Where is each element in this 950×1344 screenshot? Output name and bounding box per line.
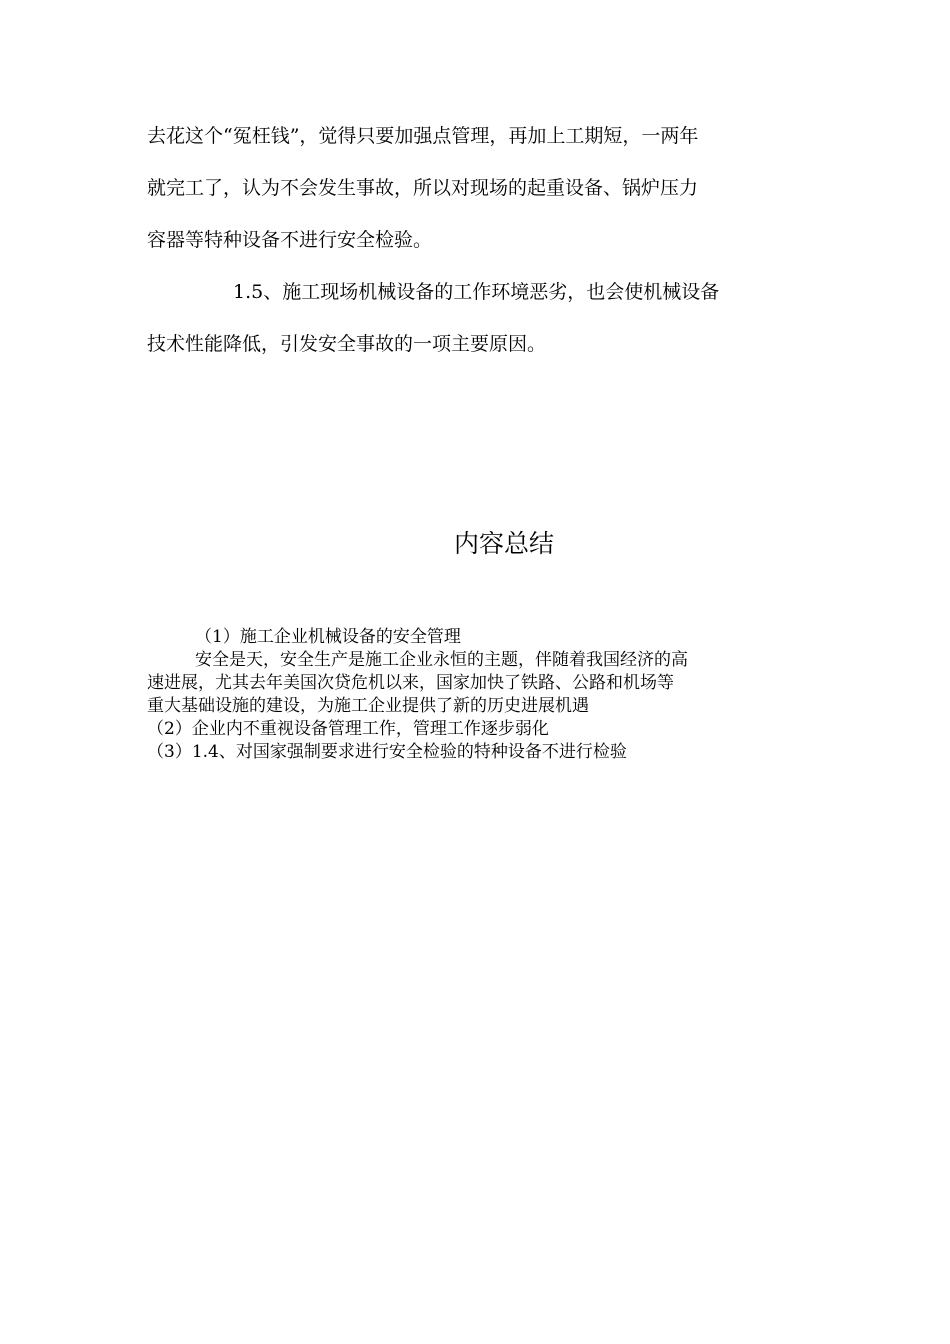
body-paragraph-1 <box>147 110 807 266</box>
summary-line: 速进展，尤其去年美国次贷危机以来，国家加快了铁路、公路和机场等 <box>147 673 674 693</box>
paragraph-line: 就完工了，认为不会发生事故，所以对现场的起重设备、锅炉压力 <box>147 177 699 199</box>
summary-line: （1）施工企业机械设备的安全管理 <box>195 627 461 647</box>
paragraph-line: 去花这个“冤枉钱”，觉得只要加强点管理，再加上工期短，一两年 <box>147 125 699 147</box>
summary-title: 内容总结 <box>453 529 554 558</box>
summary-block <box>147 626 807 764</box>
body-paragraph-2 <box>147 266 807 370</box>
summary-line: 安全是天，安全生产是施工企业永恒的主题，伴随着我国经济的高 <box>195 650 688 670</box>
paragraph-line: 1.5、施工现场机械设备的工作环境恶劣，也会使机械设备 <box>233 281 720 303</box>
summary-line: （2）企业内不重视设备管理工作，管理工作逐步弱化 <box>147 719 549 739</box>
paragraph-line: 技术性能降低，引发安全事故的一项主要原因。 <box>147 333 547 355</box>
paragraph-line: 容器等特种设备不进行安全检验。 <box>147 229 433 251</box>
summary-line: （3）1.4、对国家强制要求进行安全检验的特种设备不进行检验 <box>147 742 627 762</box>
summary-line: 重大基础设施的建设，为施工企业提供了新的历史进展机遇 <box>147 696 589 716</box>
